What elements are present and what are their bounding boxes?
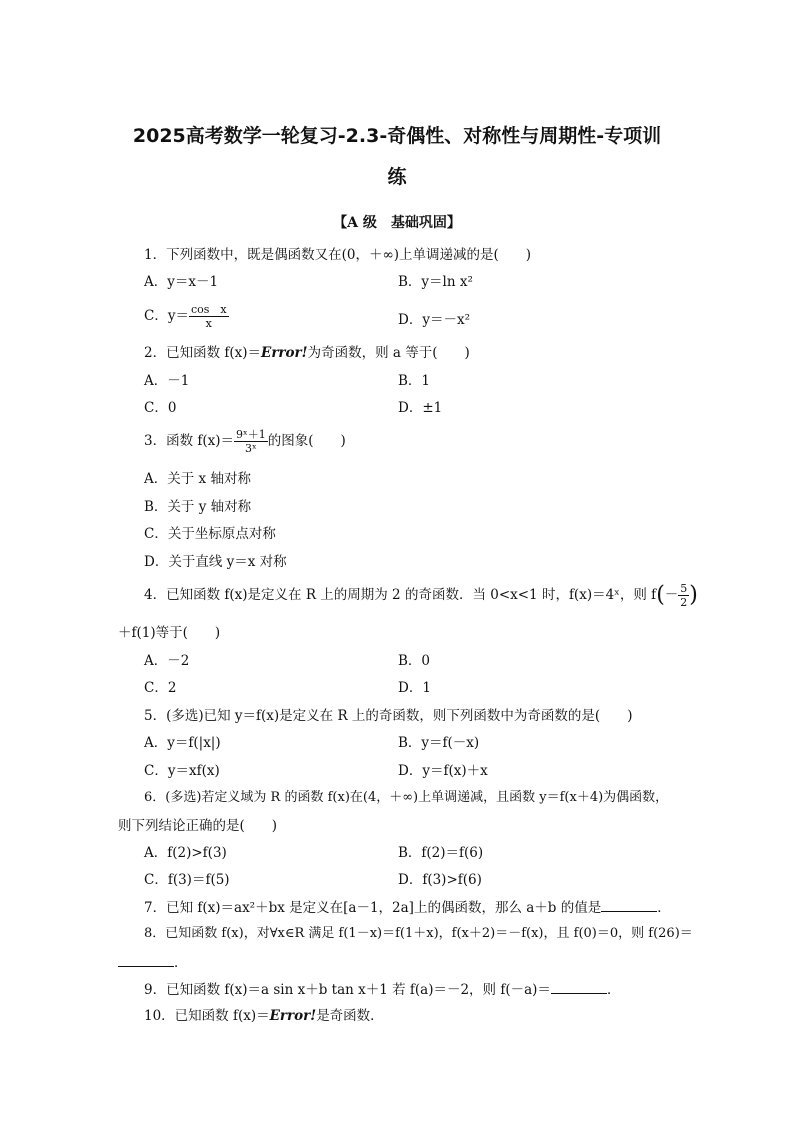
q4-denominator: 2 [680,596,688,609]
q1-option-d: D．y＝－x² [398,312,470,328]
q7-stem-a: 7．已知 f(x)＝ax²＋bx 是定义在[a－1，2a]上的偶函数，那么 a＋b 的值是 [144,900,602,916]
q4-neg-sign: － [664,587,679,603]
q7-stem-b: ． [657,900,671,916]
q3-option-c: C．关于坐标原点对称 [144,526,276,542]
q10-error-text: Error! [269,1008,317,1024]
q2-option-b: B．1 [398,373,431,389]
q6-option-c: C．f(3)＝f(5) [144,872,230,888]
q2-option-d: D．±1 [398,400,443,416]
q2-option-a: A．－1 [144,373,190,389]
q3-option-d: D．关于直线 y＝x 对称 [144,554,287,570]
q9-answer-blank[interactable] [551,980,607,994]
q1-option-c [144,303,229,330]
q8-answer-blank[interactable] [118,953,174,967]
q3-stem-a: 3．函数 f(x)＝ [144,433,235,449]
q4-numerator: 5 [680,582,688,595]
q9-stem [144,980,620,999]
q1-option-c-fraction [189,303,229,330]
q3-numerator: 9ˣ＋1 [236,428,266,441]
q3-fraction [234,428,268,455]
q3-stem [144,428,346,455]
q5-option-c: C．y＝xf(x) [144,763,220,779]
q2-stem [144,344,470,362]
q6-option-b: B．f(2)＝f(6) [398,845,484,861]
doc-title-line1: 2025高考数学一轮复习-2.3-奇偶性、对称性与周期性-专项训 [132,125,662,147]
q7-answer-blank[interactable] [601,898,657,912]
q2-stem-a: 2．已知函数 f(x)＝ [144,345,262,361]
q5-option-b: B．y＝f(－x) [398,735,480,751]
q4-stem-line1 [144,582,698,609]
q4-stem-line2: ＋f(1)等于( ) [118,625,221,641]
q8-stem-line1: 8．已知函数 f(x)，对∀x∈R 满足 f(1－x)＝f(1＋x)，f(x＋2)＝－f(x)，且 f(0)＝0，则 f(26)＝ [144,926,693,941]
q4-right-paren: ) [689,582,698,608]
q4-option-c: C．2 [144,680,177,696]
q9-stem-a: 9．已知函数 f(x)＝a sin x＋b tan x＋1 若 f(a)＝－2，则 f(－a)＝ [144,982,551,998]
q9-stem-b: ． [606,982,621,998]
q4-option-d: D．1 [398,680,431,696]
q3-stem-b: 的图象( ) [267,433,346,449]
q6-stem-line1: 6．(多选)若定义域为 R 的函数 f(x)在(4，＋∞)上单调递减，且函数 y＝f(x＋4)为偶函数， [144,790,669,805]
q10-stem [144,1007,384,1025]
q5-option-a: A．y＝f(|x|) [144,735,221,751]
q4-option-b: B．0 [398,653,431,669]
q1-c-numerator: cos x [190,303,227,316]
q6-option-d: D．f(3)>f(6) [398,872,482,888]
q10-stem-a: 10．已知函数 f(x)＝ [144,1008,270,1024]
q8-stem-line2 [118,953,188,972]
q10-stem-b: 是奇函数． [316,1008,384,1024]
q1-option-c-prefix: C．y＝ [144,308,189,324]
q2-stem-b: 为奇函数，则 a 等于( ) [307,345,470,361]
q4-option-a: A．－2 [144,653,190,669]
q5-option-d: D．y＝f(x)＋x [398,763,488,779]
q1-stem: 1．下列函数中，既是偶函数又在(0，＋∞)上单调递减的是( ) [144,247,531,263]
q4-stem-a: 4．已知函数 f(x)是定义在 R 上的周期为 2 的奇函数．当 0<x<1 时，f(x)＝4ˣ，则 f [144,587,657,603]
q5-stem: 5．(多选)已知 y＝f(x)是定义在 R 上的奇函数，则下列函数中为奇函数的是( ) [144,708,633,724]
q3-option-a: A．关于 x 轴对称 [144,471,251,487]
q8-stem-b: ． [174,955,188,971]
q1-option-b: B．y＝ln x² [398,274,473,290]
q2-option-c: C．0 [144,400,177,416]
section-heading: 【A 级 基础巩固】 [333,215,461,231]
q1-option-a: A．y＝x－1 [144,274,219,290]
q2-error-text: Error! [261,345,308,361]
q4-left-paren: ( [656,582,665,608]
doc-title-line2: 练 [387,166,407,188]
q1-c-denominator: x [205,317,212,330]
q3-option-b: B．关于 y 轴对称 [144,499,252,515]
q6-stem-line2: 则下列结论正确的是( ) [118,818,278,834]
q7-stem [144,898,671,917]
q4-fraction [678,582,689,609]
q3-denominator: 3ˣ [245,442,257,455]
q6-option-a: A．f(2)>f(3) [144,845,227,861]
